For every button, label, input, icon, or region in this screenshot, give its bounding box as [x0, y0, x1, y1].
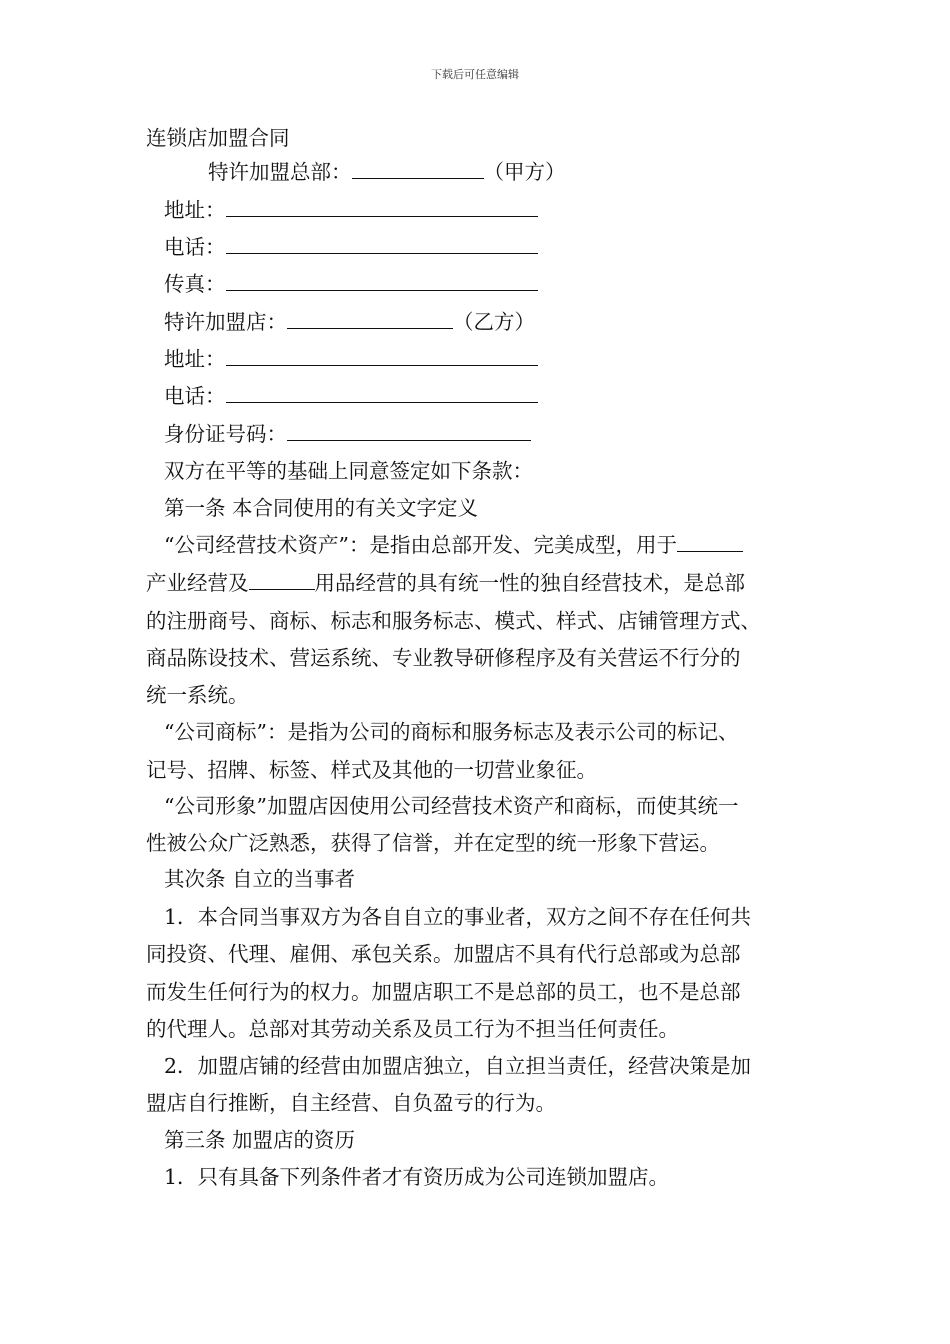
- article-1-def1-line3: 的注册商号、商标、标志和服务标志、模式、样式、店铺管理方式、: [146, 609, 761, 633]
- header-note: 下载后可任意编辑: [431, 68, 519, 81]
- party-a-fax-line: [164, 270, 538, 298]
- article-3-heading: 第三条 加盟店的资历: [164, 1128, 356, 1152]
- party-a-fax-blank: [226, 270, 538, 291]
- article-1-def3-line1: “公司形象”加盟店因使用公司经营技术资产和商标，而使其统一: [164, 794, 739, 818]
- intro-text: 双方在平等的基础上同意签定如下条款：: [164, 459, 533, 483]
- article-1-def1-line1: [164, 531, 743, 559]
- article-2-p1-line2: 同投资、代理、雇佣、承包关系。加盟店不具有代行总部或为总部: [146, 942, 741, 966]
- article-1-def1-text-2a: 产业经营及: [146, 571, 249, 595]
- party-b-phone-label: 电话：: [164, 384, 226, 408]
- party-b-address-blank: [226, 345, 538, 366]
- article-1-def1-blank-1: [677, 531, 743, 552]
- party-a-address-line: [164, 196, 538, 224]
- article-1-def2-line1: “公司商标”：是指为公司的商标和服务标志及表示公司的标记、: [164, 720, 739, 744]
- article-2-p1-line3: 而发生任何行为的权力。加盟店职工不是总部的员工，也不是总部: [146, 980, 741, 1004]
- party-b-blank: [287, 308, 453, 329]
- party-b-label: 特许加盟店：: [164, 310, 287, 334]
- party-b-suffix: （乙方）: [453, 310, 535, 334]
- party-b-address-line: [164, 345, 538, 373]
- party-a-phone-line: [164, 233, 538, 261]
- party-a-address-label: 地址：: [164, 198, 226, 222]
- party-b-phone-blank: [226, 382, 538, 403]
- party-b-id-blank: [287, 420, 531, 441]
- article-1-def2-line2: 记号、招牌、标签、样式及其他的一切营业象征。: [146, 758, 597, 782]
- article-1-def1-text: “公司经营技术资产”：是指由总部开发、完美成型，用于: [164, 533, 677, 557]
- article-1-def1-line2: [146, 569, 745, 597]
- party-b-phone-line: [164, 382, 538, 410]
- party-b-id-label: 身份证号码：: [164, 422, 287, 446]
- party-a-fax-label: 传真：: [164, 272, 226, 296]
- article-1-def1-line5: 统一系统。: [146, 683, 249, 707]
- article-2-p1-line1: 1．本合同当事双方为各自自立的事业者，双方之间不存在任何共: [164, 905, 752, 929]
- party-a-line: [208, 158, 566, 186]
- document-title: 连锁店加盟合同: [146, 126, 290, 150]
- party-a-label: 特许加盟总部：: [208, 160, 352, 184]
- party-a-address-blank: [226, 196, 538, 217]
- article-2-p2-line1: 2．加盟店铺的经营由加盟店独立，自立担当责任，经营决策是加: [164, 1054, 752, 1078]
- article-1-def1-line4: 商品陈设技术、营运系统、专业教导研修程序及有关营运不行分的: [146, 646, 741, 670]
- party-a-blank: [352, 158, 484, 179]
- article-1-def1-blank-2: [249, 569, 315, 590]
- party-a-suffix: （甲方）: [483, 160, 566, 184]
- article-2-p1-line4: 的代理人。总部对其劳动关系及员工行为不担当任何责任。: [146, 1017, 679, 1041]
- article-2-heading: 其次条 自立的当事者: [164, 867, 356, 891]
- article-1-def3-line2: 性被公众广泛熟悉，获得了信誉，并在定型的统一形象下营运。: [146, 831, 720, 855]
- party-b-address-label: 地址：: [164, 347, 226, 371]
- party-b-line: [164, 308, 535, 336]
- article-2-p2-line2: 盟店自行推断，自主经营、自负盈亏的行为。: [146, 1091, 556, 1115]
- party-a-phone-blank: [226, 233, 538, 254]
- article-1-heading: 第一条 本合同使用的有关文字定义: [164, 496, 479, 520]
- article-1-def1-text-2b: 用品经营的具有统一性的独自经营技术，是总部: [314, 571, 745, 595]
- party-a-phone-label: 电话：: [164, 235, 226, 259]
- article-3-p1-line1: 1．只有具备下列条件者才有资历成为公司连锁加盟店。: [164, 1165, 670, 1189]
- party-b-id-line: [164, 420, 531, 448]
